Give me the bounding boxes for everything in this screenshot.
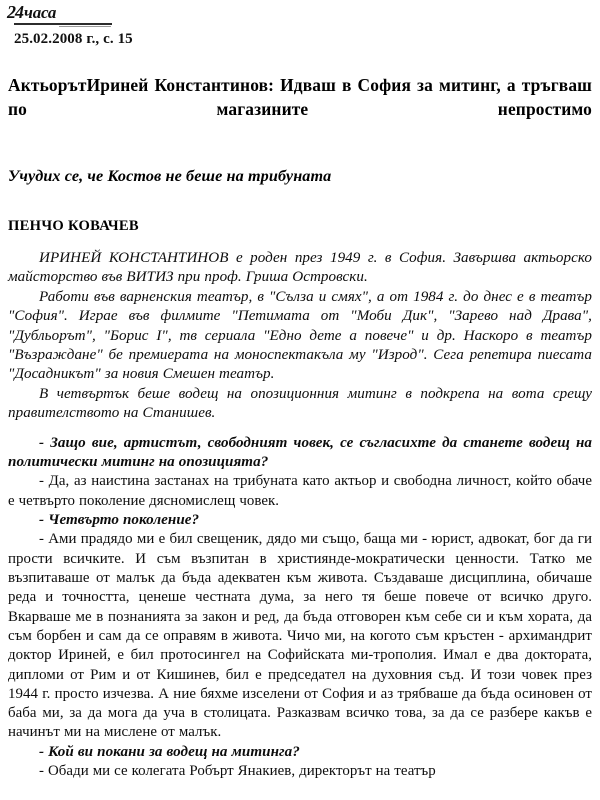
dateline: 25.02.2008 г., с. 15: [14, 31, 133, 47]
interview-answer: - Да, аз наистина застанах на трибуната като актьор и свободна личност, който обаче е четвърто поколение дясномислещ човек.: [8, 473, 592, 509]
article-body: [0, 73, 600, 781]
intro-paragraph: В четвъртък беше водещ на опозиционния митинг в подкрепа на вота срещу правителството на Станишев.: [8, 385, 592, 422]
section-spacer: [8, 424, 592, 434]
masthead: [0, 0, 600, 48]
logo-word: часа: [24, 3, 57, 22]
publication-logo: [7, 4, 56, 22]
article-text: [8, 249, 592, 781]
logo-underline-rule: [14, 23, 112, 25]
interview-question: - Четвърто поколение?: [39, 512, 200, 529]
interview-answer: - Ами прадядо ми е бил свещеник, дядо ми също, баща ми - юрист, адвокат, бог да ги прости всичките. И съм възпитан в християнде-мократически ценности. Татко ме възпитаваше от малък да бъда адекватен към живота. Създаваше дисциплина, обичаше реда и точността, ценеше честната дума, за него тя беше повече от всичко друго. Вкарваше ме в познанията за закон и ред, да бъда отговорен към себе си и към хората, да съм борбен и сам да се оправям в живота. Чичо ми, на когото съм кръстен - архимандрит доктор Ириней, е бил протосингел на Софийската ми-трополия. Имал е два доктората, дипломи от Рим и от Кишинев, бил е председател на духовния съд. И този човек през 1944 г. просто изчезва. А ние бяхме изселени от София и аз трябваше да бъда осиновен от баба ми, за да мога да уча в столицата. Разказвам всичко това, за да се разбере какъв е начинът ми на мислене от малък.: [8, 531, 592, 741]
article-subheadline: Учудих се, че Костов не беше на трибуната: [8, 167, 332, 185]
interview-question: - Кой ви покани за водещ на митинга?: [39, 743, 300, 760]
interview-answer: - Обади ми се колегата Робърт Янакиев, директорът на театър: [39, 763, 436, 780]
page-title: АктьорътИриней Константинов: Идваш в София за митинг, а тръгваш по магазините непростимо: [8, 75, 592, 119]
logo-number: 24: [7, 2, 23, 22]
intro-paragraph: ИРИНЕЙ КОНСТАНТИНОВ е роден през 1949 г. в София. Завършва актьорско майсторство във ВИТИЗ при проф. Гриша Островски.: [8, 250, 592, 286]
intro-paragraph: Работи във варненския театър, в "Сълза и смях", а от 1984 г. до днес е в театър "София". Играе във филмите "Петимата от "Моби Дик", "Зарево над Драва", "Дубльорът", "Борис I", тв сериала "Едно дете а повече" и др. Наскоро в театър "Възраждане" бе премиерата на моноспектакъла му "Изрод". Сега репетира пиесата "Досадникът" за новия Смешен театър.: [8, 288, 592, 383]
interview-question: - Защо вие, артистът, свободният човек, се съгласихте да станете водещ на политически митинг на опозицията?: [8, 434, 592, 471]
logo-underline-rule-secondary: [59, 26, 111, 27]
author-byline: ПЕНЧО КОВАЧЕВ: [8, 218, 139, 234]
